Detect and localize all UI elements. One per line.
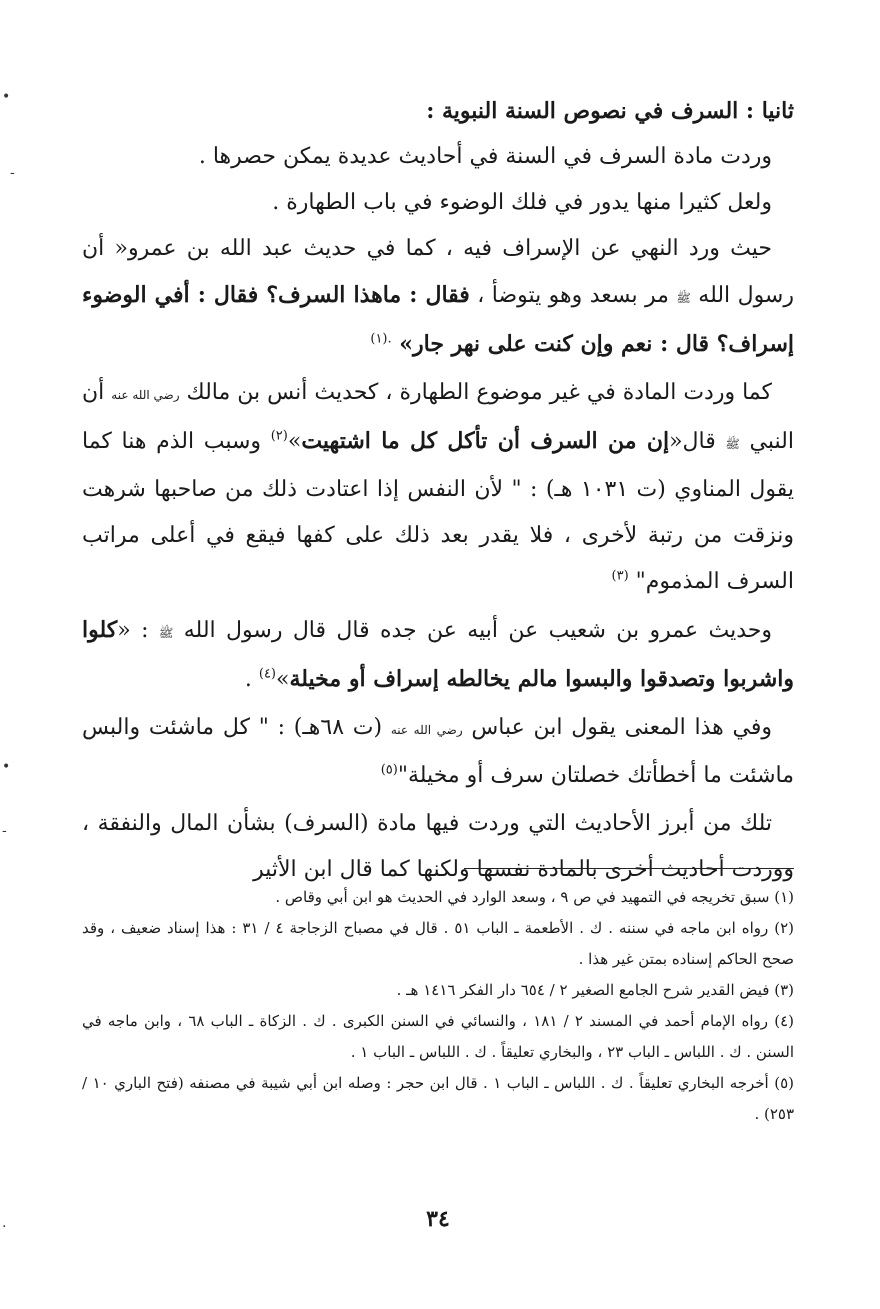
footnote-ref[interactable]: (٤)	[258, 666, 276, 682]
document-page	[82, 0, 794, 1309]
footnote-ref[interactable]: (٥)	[380, 762, 398, 778]
hadith-text: كلوا واشربوا وتصدقوا والبسوا مالم يخالطه إسراف أو مخيلة	[82, 617, 794, 692]
footnote: (٢) رواه ابن ماجه في سننه . ك . الأطعمة ـ الباب ٥١ . قال في مصباح الزجاجة ٤ / ٣١ : هذا إسناد ضعيف ، وقد صحح الحاكم إسناده بمتن غير هذا .	[82, 919, 795, 968]
footnotes	[82, 882, 794, 1130]
margin-mark: .	[2, 1215, 7, 1231]
honorific-symbol: رضي الله عنه	[390, 723, 463, 737]
page-number: ٣٤	[426, 1206, 450, 1232]
honorific-symbol: رضي الله عنه	[111, 388, 180, 402]
footnote: (٣) فيض القدير شرح الجامع الصغير ٢ / ٦٥٤ دار الفكر ١٤١٦ هـ .	[396, 981, 794, 999]
paragraph: حيث ورد النهي عن الإسراف فيه ، كما في حديث عبد الله بن عمرو« أن رسول الله ﷺ مر بسعد وهو يتوضأ ، فقال : ماهذا السرف؟ فقال : أفي الوضوء إسراف؟ قال : نعم وإن كنت على نهر جار» $^{.(١)}$	[82, 236, 794, 357]
paragraph: كما وردت المادة في غير موضوع الطهارة ، كحديث أنس بن مالك رضي الله عنه أن النبي ﷺ قال«إن من السرف أن تأكل كل ما اشتهيت»$^{(٢)}$ وسبب الذم هنا كما يقول المناوي (ت ١٠٣١ هـ) : " لأن النفس إذا اعتادت ذلك من صاحبها شرهت ونزقت من رتبة لأخرى ، فلا يقدر بعد ذلك على كفها فيقع في أعلى مراتب السرف المذموم" $^{(٣)}$	[82, 380, 794, 594]
footnote-ref[interactable]: (٣)	[611, 568, 629, 584]
footnote: (١) سبق تخريجه في التمهيد في ص ٩ ، وسعد الوارد في الحديث هو ابن أبي وقاص .	[275, 888, 794, 906]
margin-mark: -	[10, 165, 15, 181]
hadith-text: إن من السرف أن تأكل كل ما اشتهيت	[301, 428, 670, 454]
section-heading: ثانيا : السرف في نصوص السنة النبوية :	[426, 98, 794, 124]
paragraph: تلك من أبرز الأحاديث التي وردت فيها مادة (السرف) بشأن المال والنفقة ، ووردت أحاديث أخرى بالمادة نفسها ولكنها كما قال ابن الأثير	[82, 811, 794, 882]
salutation-symbol: ﷺ	[676, 291, 691, 305]
margin-mark: -	[2, 823, 7, 839]
paragraph: وردت مادة السرف في السنة في أحاديث عديدة يمكن حصرها .	[198, 144, 772, 169]
footnote-ref[interactable]: .(١)	[370, 331, 392, 347]
footnote-ref[interactable]: (٢)	[270, 428, 288, 444]
main-text	[82, 88, 794, 893]
footnote: (٥) أخرجه البخاري تعليقاً . ك . اللباس ـ الباب ١ . قال ابن حجر : وصله ابن أبي شيبة في مصنفه (فتح الباري ١٠ / ٢٥٣) .	[82, 1074, 794, 1123]
footnote: (٤) رواه الإمام أحمد في المسند ٢ / ١٨١ ، والنسائي في السنن الكبرى . ك . الزكاة ـ الباب ٦٨ ، وابن ماجه في السنن . ك . اللباس ـ الباب ٢٣ ، والبخاري تعليقاً . ك . اللباس ـ الباب ١ .	[82, 1012, 795, 1061]
paragraph: وحديث عمرو بن شعيب عن أبيه عن جده قال قال رسول الله ﷺ : «كلوا واشربوا وتصدقوا والبسوا مالم يخالطه إسراف أو مخيلة»$^{(٤)}$ .	[82, 617, 794, 692]
margin-mark: •	[2, 89, 11, 105]
margin-mark: •	[2, 759, 11, 775]
hadith-text: فقال : ماهذا السرف؟ فقال : أفي الوضوء إسراف؟ قال : نعم وإن كنت على نهر جار»	[82, 282, 794, 357]
paragraph: وفي هذا المعنى يقول ابن عباس رضي الله عنه (ت ٦٨هـ) : " كل ماشئت والبس ماشئت ما أخطأتك خصلتان سرف أو مخيلة"$^{(٥)}$	[82, 715, 794, 788]
footnote-separator	[464, 868, 794, 869]
salutation-symbol: ﷺ	[725, 437, 740, 451]
paragraph: ولعل كثيرا منها يدور في فلك الوضوء في باب الطهارة .	[272, 190, 772, 215]
salutation-symbol: ﷺ	[158, 626, 174, 640]
